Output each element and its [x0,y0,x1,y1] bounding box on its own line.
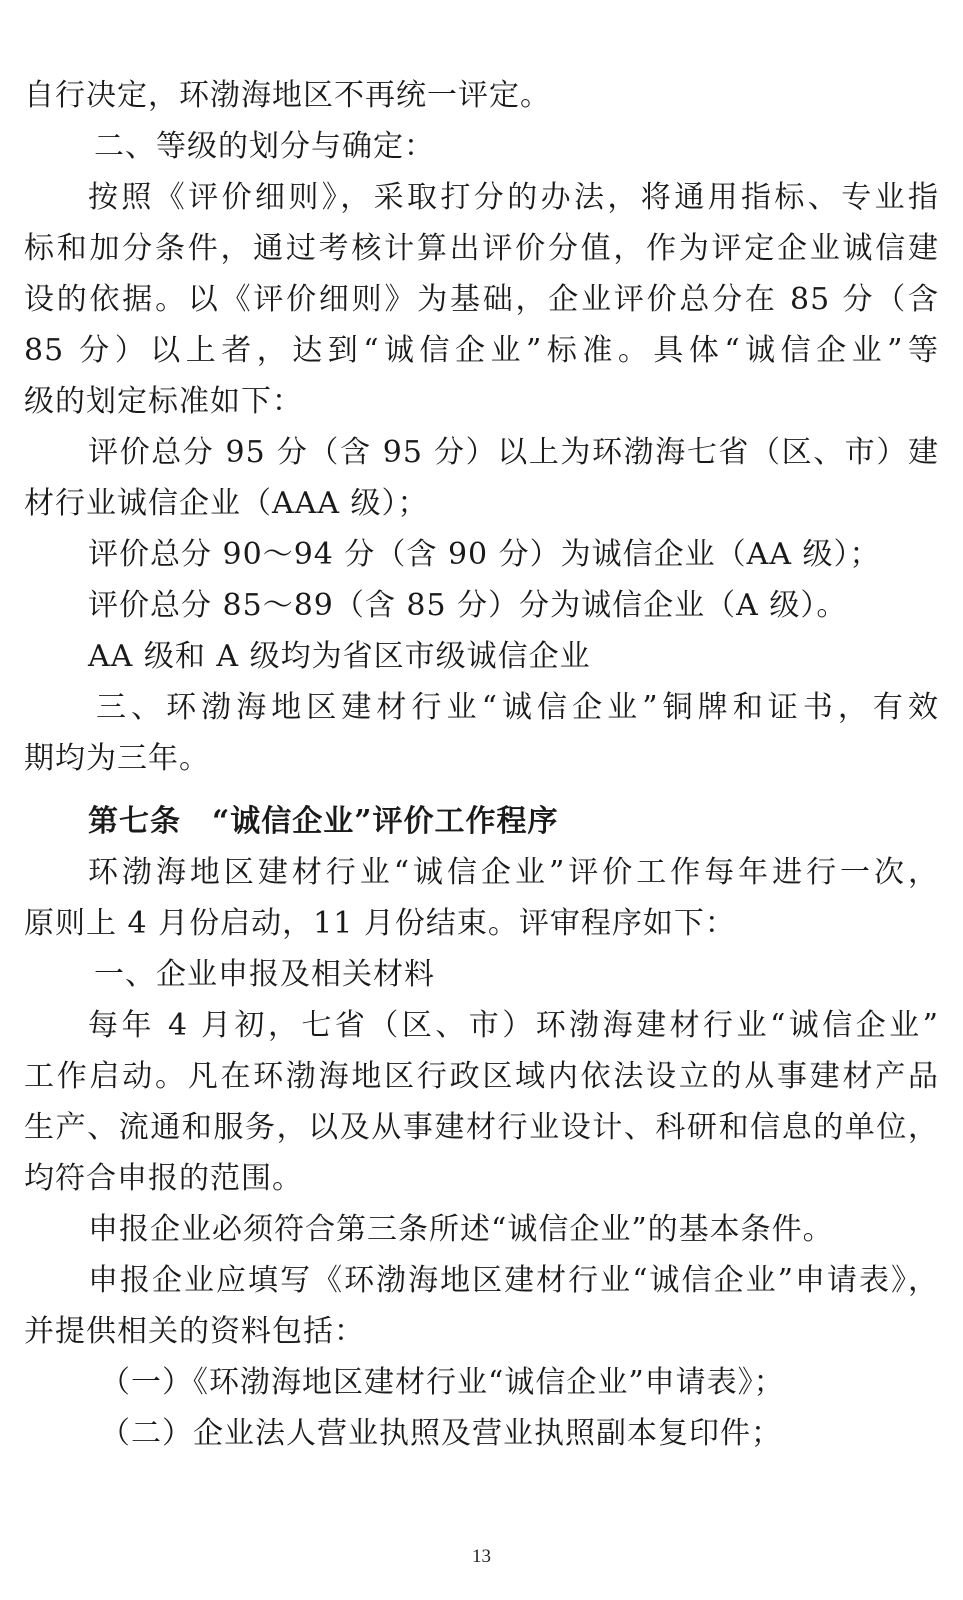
paragraph-line: 期均为三年。 [24,741,210,776]
paragraph-line: 评价总分 95 分（含 95 分）以上为环渤海七省（区、市）建 [88,435,939,470]
paragraph-line: 原则上 4 月份启动，11 月份结束。评审程序如下： [24,906,736,941]
page-number: 13 [472,1546,491,1567]
paragraph-line: 均符合申报的范围。 [24,1161,303,1196]
paragraph-line: 设的依据。以《评价细则》为基础，企业评价总分在 85 分（含 [24,282,939,317]
list-item: （二）企业法人营业执照及营业执照副本复印件； [100,1416,782,1451]
paragraph-line: 申报企业应填写《环渤海地区建材行业“诚信企业”申请表》， [88,1263,939,1298]
paragraph-line: 标和加分条件，通过考核计算出评价分值，作为评定企业诚信建 [24,231,939,266]
paragraph-line: 级的划定标准如下： [24,384,303,419]
article-heading: 第七条 “诚信企业”评价工作程序 [88,804,559,839]
paragraph-line: 申报企业必须符合第三条所述“诚信企业”的基本条件。 [88,1212,834,1247]
paragraph-line: 工作启动。凡在环渤海地区行政区域内依法设立的从事建材产品 [24,1059,939,1094]
paragraph-line: 材行业诚信企业（AAA 级）； [24,486,429,521]
paragraph-line: 自行决定，环渤海地区不再统一评定。 [24,78,551,113]
paragraph-line: 评价总分 85～89（含 85 分）分为诚信企业（A 级）。 [88,588,848,623]
section-heading: 二、等级的划分与确定： [94,129,435,164]
spacer [24,784,939,796]
paragraph-line: 环渤海地区建材行业“诚信企业”评价工作每年进行一次， [88,855,939,890]
paragraph-line: 每年 4 月初，七省（区、市）环渤海建材行业“诚信企业” [88,1008,939,1043]
section-heading: 一、企业申报及相关材料 [94,957,435,992]
section-heading: 三、环渤海地区建材行业“诚信企业”铜牌和证书，有效 [96,690,939,725]
paragraph-line: 并提供相关的资料包括： [24,1314,365,1349]
document-body [24,70,939,1459]
paragraph-line: 生产、流通和服务，以及从事建材行业设计、科研和信息的单位， [24,1110,939,1145]
paragraph-line: 85 分）以上者，达到“诚信企业”标准。具体“诚信企业”等 [24,333,939,368]
paragraph-line: 按照《评价细则》，采取打分的办法，将通用指标、专业指 [88,180,939,215]
paragraph-line: AA 级和 A 级均为省区市级诚信企业 [88,639,591,674]
list-item: （一）《环渤海地区建材行业“诚信企业”申请表》； [100,1365,785,1400]
paragraph-line: 评价总分 90～94 分（含 90 分）为诚信企业（AA 级）； [88,537,881,572]
